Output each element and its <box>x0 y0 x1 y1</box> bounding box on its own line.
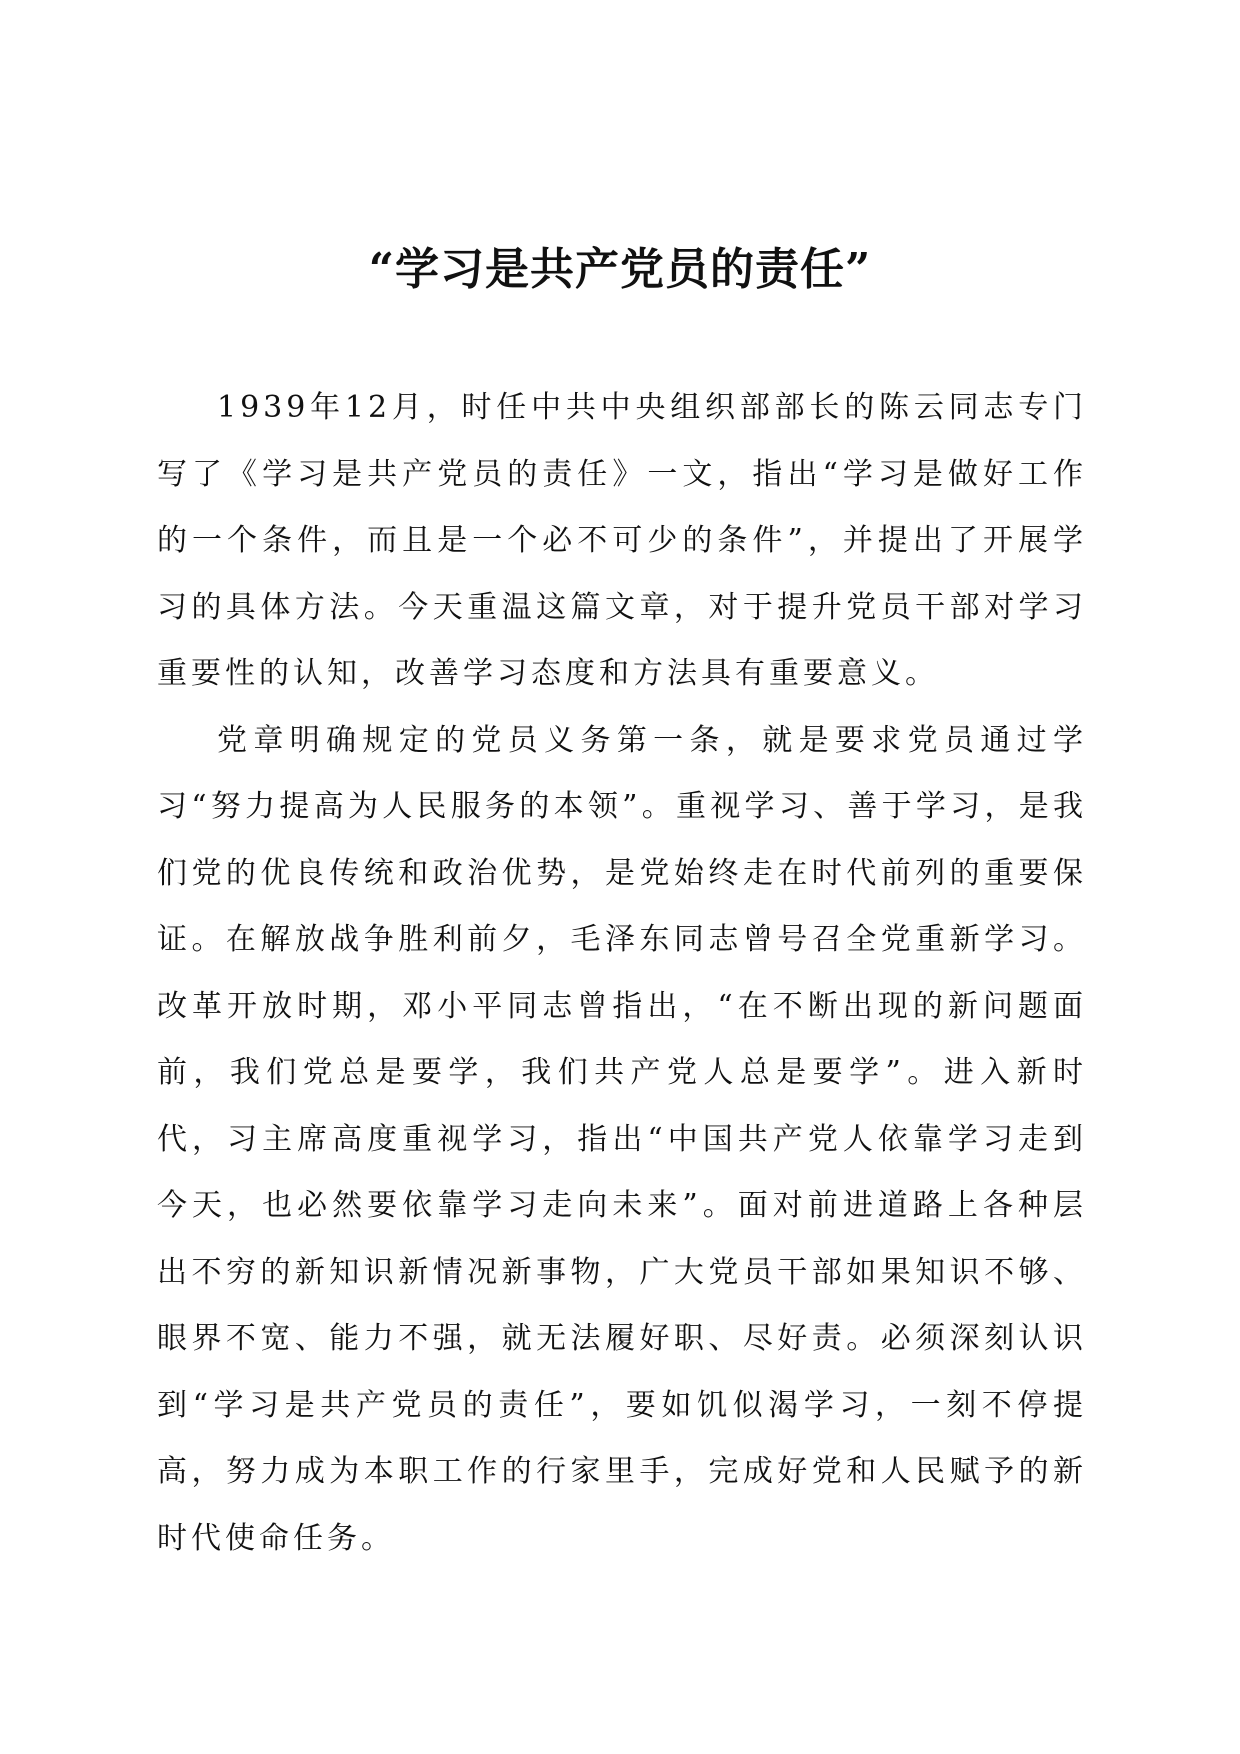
paragraph-1: 1939年12月，时任中共中央组织部部长的陈云同志专门写了《学习是共产党员的责任》一文，指出“学习是做好工作的一个条件，而且是一个必不可少的条件”，并提出了开展学习的具体方法。今天重温这篇文章，对于提升党员干部对学习重要性的认知，改善学习态度和方法具有重要意义。 <box>157 390 1087 691</box>
paragraph-2: 党章明确规定的党员义务第一条，就是要求党员通过学习“努力提高为人民服务的本领”。重视学习、善于学习，是我们党的优良传统和政治优势，是党始终走在时代前列的重要保证。在解放战争胜利前夕，毛泽东同志曾号召全党重新学习。改革开放时期，邓小平同志曾指出，“在不断出现的新问题面前，我们党总是要学，我们共产党人总是要学”。进入新时代，习主席高度重视学习，指出“中国共产党人依靠学习走到今天，也必然要依靠学习走向未来”。面对前进道路上各种层出不穷的新知识新情况新事物，广大党员干部如果知识不够、眼界不宽、能力不强，就无法履好职、尽好责。必须深刻认识到“学习是共产党员的责任”，要如饥似渴学习，一刻不停提高，努力成为本职工作的行家里手，完成好党和人民赋予的新时代使命任务。 <box>157 722 1087 1556</box>
document-title: “学习是共产党员的责任” <box>368 244 872 295</box>
document-body <box>157 375 1087 1572</box>
